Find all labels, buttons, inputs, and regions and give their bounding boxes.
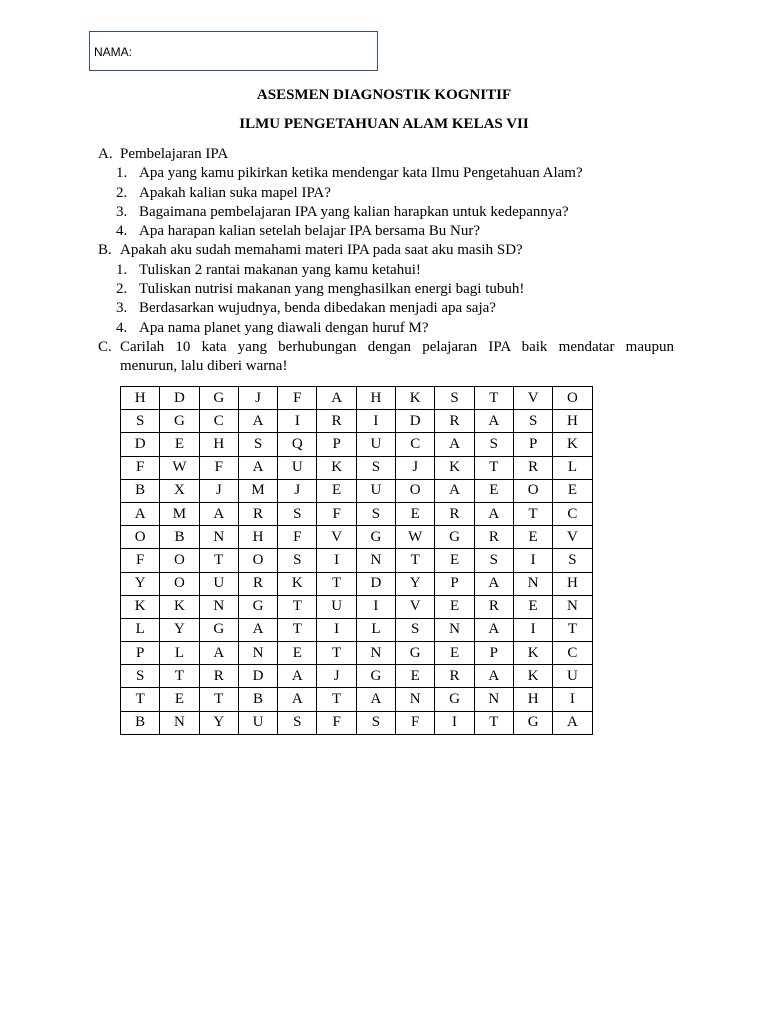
grid-cell[interactable]: T (396, 549, 435, 572)
grid-cell[interactable]: S (356, 711, 395, 734)
grid-cell[interactable]: T (513, 502, 552, 525)
grid-cell[interactable]: H (356, 387, 395, 410)
grid-cell[interactable]: S (121, 665, 160, 688)
grid-cell[interactable]: K (396, 387, 435, 410)
grid-cell[interactable]: L (160, 642, 199, 665)
grid-cell[interactable]: H (513, 688, 552, 711)
grid-cell[interactable]: R (199, 665, 238, 688)
grid-row (121, 549, 593, 572)
grid-cell[interactable]: J (238, 387, 277, 410)
grid-cell[interactable]: S (278, 711, 317, 734)
grid-cell[interactable]: P (474, 642, 513, 665)
grid-cell[interactable]: U (199, 572, 238, 595)
grid-cell[interactable]: E (513, 526, 552, 549)
grid-cell[interactable]: C (553, 642, 592, 665)
grid-cell[interactable]: N (199, 526, 238, 549)
grid-cell[interactable]: G (435, 526, 474, 549)
grid-cell[interactable]: E (160, 433, 199, 456)
grid-cell[interactable]: J (317, 665, 356, 688)
grid-cell[interactable]: K (317, 456, 356, 479)
grid-cell[interactable]: G (238, 595, 277, 618)
grid-cell[interactable]: A (278, 665, 317, 688)
grid-cell[interactable]: I (356, 595, 395, 618)
grid-row (121, 618, 593, 641)
grid-cell[interactable]: Y (199, 711, 238, 734)
grid-cell[interactable]: E (396, 502, 435, 525)
grid-cell[interactable]: G (396, 642, 435, 665)
grid-cell[interactable]: L (553, 456, 592, 479)
grid-cell[interactable]: Q (278, 433, 317, 456)
section-heading: Pembelajaran IPA (120, 146, 229, 162)
grid-cell[interactable]: S (474, 433, 513, 456)
grid-cell[interactable]: R (435, 410, 474, 433)
page-title: ASESMEN DIAGNOSTIK KOGNITIF (256, 87, 512, 103)
grid-cell[interactable]: A (435, 433, 474, 456)
question-number: 2. (116, 281, 128, 298)
grid-row (121, 595, 593, 618)
grid-cell[interactable]: I (435, 711, 474, 734)
section-b (98, 241, 674, 260)
grid-cell[interactable]: N (238, 642, 277, 665)
grid-cell[interactable]: Y (396, 572, 435, 595)
grid-row (121, 688, 593, 711)
question-number: 3. (116, 203, 128, 220)
grid-cell[interactable]: J (278, 479, 317, 502)
grid-cell[interactable]: A (199, 502, 238, 525)
grid-cell[interactable]: W (160, 456, 199, 479)
grid-row (121, 502, 593, 525)
question-text: Tuliskan 2 rantai makanan yang kamu ketahui! (139, 261, 421, 278)
grid-cell[interactable]: T (553, 618, 592, 641)
grid-cell[interactable]: G (160, 410, 199, 433)
grid-cell[interactable]: H (199, 433, 238, 456)
grid-cell[interactable]: R (238, 502, 277, 525)
grid-cell[interactable]: R (317, 410, 356, 433)
grid-cell[interactable]: K (121, 595, 160, 618)
grid-row (121, 456, 593, 479)
grid-cell[interactable]: D (396, 410, 435, 433)
grid-cell[interactable]: T (317, 642, 356, 665)
grid-cell[interactable]: H (553, 572, 592, 595)
question-item (98, 164, 674, 183)
grid-cell[interactable]: G (435, 688, 474, 711)
question-item (98, 261, 674, 280)
question-item (98, 319, 674, 338)
grid-cell[interactable]: O (160, 572, 199, 595)
grid-cell[interactable]: V (553, 526, 592, 549)
grid-cell[interactable]: U (238, 711, 277, 734)
grid-cell[interactable]: U (553, 665, 592, 688)
question-number: 1. (116, 261, 128, 278)
grid-cell[interactable]: P (317, 433, 356, 456)
grid-cell[interactable]: K (435, 456, 474, 479)
grid-cell[interactable]: T (474, 456, 513, 479)
grid-cell[interactable]: N (513, 572, 552, 595)
grid-cell[interactable]: A (356, 688, 395, 711)
grid-cell[interactable]: T (474, 711, 513, 734)
word-search-grid (120, 386, 593, 735)
grid-cell[interactable]: K (513, 642, 552, 665)
grid-cell[interactable]: F (121, 549, 160, 572)
grid-cell[interactable]: B (238, 688, 277, 711)
grid-cell[interactable]: D (121, 433, 160, 456)
question-item (98, 280, 674, 299)
grid-cell[interactable]: M (160, 502, 199, 525)
grid-cell[interactable]: O (513, 479, 552, 502)
section-marker: A. (98, 146, 113, 162)
grid-cell[interactable]: O (396, 479, 435, 502)
grid-cell[interactable]: I (553, 688, 592, 711)
section-marker: C. (98, 338, 112, 355)
section-marker: B. (98, 242, 112, 259)
grid-cell[interactable]: B (160, 526, 199, 549)
grid-cell[interactable]: E (474, 479, 513, 502)
grid-cell[interactable]: T (317, 688, 356, 711)
grid-cell[interactable]: L (121, 618, 160, 641)
name-label: NAMA: (94, 45, 133, 59)
section-c (98, 338, 674, 357)
grid-cell[interactable]: F (199, 456, 238, 479)
grid-cell[interactable]: O (553, 387, 592, 410)
grid-cell[interactable]: A (474, 502, 513, 525)
grid-cell[interactable]: G (199, 618, 238, 641)
grid-cell[interactable]: R (513, 456, 552, 479)
grid-cell[interactable]: F (278, 526, 317, 549)
grid-cell[interactable]: I (317, 618, 356, 641)
grid-cell[interactable]: F (396, 711, 435, 734)
grid-cell[interactable]: U (356, 479, 395, 502)
grid-cell[interactable]: G (356, 665, 395, 688)
grid-cell[interactable]: D (356, 572, 395, 595)
grid-cell[interactable]: I (317, 549, 356, 572)
grid-cell[interactable]: E (553, 479, 592, 502)
grid-cell[interactable]: O (160, 549, 199, 572)
grid-cell[interactable]: F (278, 387, 317, 410)
question-number: 1. (116, 165, 128, 182)
grid-cell[interactable]: U (356, 433, 395, 456)
grid-cell[interactable]: R (435, 665, 474, 688)
grid-cell[interactable]: D (160, 387, 199, 410)
grid-cell[interactable]: N (553, 595, 592, 618)
question-item (98, 203, 674, 222)
grid-cell[interactable]: F (317, 711, 356, 734)
grid-cell[interactable]: E (435, 595, 474, 618)
grid-cell[interactable]: F (121, 456, 160, 479)
grid-cell[interactable]: D (238, 665, 277, 688)
grid-cell[interactable]: A (474, 665, 513, 688)
grid-cell[interactable]: H (238, 526, 277, 549)
grid-cell[interactable]: E (278, 642, 317, 665)
grid-cell[interactable]: A (199, 642, 238, 665)
grid-cell[interactable]: B (121, 479, 160, 502)
grid-cell[interactable]: C (553, 502, 592, 525)
grid-cell[interactable]: J (396, 456, 435, 479)
grid-cell[interactable]: R (474, 526, 513, 549)
grid-row (121, 665, 593, 688)
grid-cell[interactable]: U (278, 456, 317, 479)
question-text: Apa nama planet yang diawali dengan huruf M? (139, 319, 429, 336)
grid-cell[interactable]: O (238, 549, 277, 572)
grid-cell[interactable]: A (435, 479, 474, 502)
grid-cell[interactable]: A (278, 688, 317, 711)
grid-cell[interactable]: V (317, 526, 356, 549)
grid-cell[interactable]: Y (160, 618, 199, 641)
grid-cell[interactable]: Y (121, 572, 160, 595)
grid-cell[interactable]: S (278, 549, 317, 572)
grid-cell[interactable]: C (199, 410, 238, 433)
grid-cell[interactable]: W (396, 526, 435, 549)
grid-cell[interactable]: P (513, 433, 552, 456)
grid-row (121, 572, 593, 595)
grid-cell[interactable]: S (396, 618, 435, 641)
grid-cell[interactable]: T (199, 549, 238, 572)
grid-cell[interactable]: U (317, 595, 356, 618)
grid-cell[interactable]: E (435, 549, 474, 572)
grid-cell[interactable]: E (396, 665, 435, 688)
grid-cell[interactable]: X (160, 479, 199, 502)
grid-cell[interactable]: I (513, 549, 552, 572)
grid-row (121, 642, 593, 665)
grid-cell[interactable]: S (553, 549, 592, 572)
page-subtitle: ILMU PENGETAHUAN ALAM KELAS VII (239, 116, 529, 132)
grid-cell[interactable]: S (474, 549, 513, 572)
grid-cell[interactable]: H (553, 410, 592, 433)
grid-cell[interactable]: T (199, 688, 238, 711)
grid-cell[interactable]: N (435, 618, 474, 641)
grid-cell[interactable]: I (278, 410, 317, 433)
grid-cell[interactable]: A (238, 410, 277, 433)
question-number: 4. (116, 223, 128, 240)
grid-cell[interactable]: R (474, 595, 513, 618)
grid-cell[interactable]: P (435, 572, 474, 595)
grid-cell[interactable]: A (474, 410, 513, 433)
grid-cell[interactable]: K (278, 572, 317, 595)
grid-cell[interactable]: E (160, 688, 199, 711)
grid-cell[interactable]: K (553, 433, 592, 456)
grid-cell[interactable]: A (474, 572, 513, 595)
grid-cell[interactable]: L (356, 618, 395, 641)
grid-cell[interactable]: F (317, 502, 356, 525)
grid-cell[interactable]: N (199, 595, 238, 618)
question-number: 2. (116, 184, 128, 201)
grid-cell[interactable]: K (513, 665, 552, 688)
question-number: 3. (116, 300, 128, 317)
question-text: Bagaimana pembelajaran IPA yang kalian harapkan untuk kedepannya? (139, 203, 569, 220)
question-number: 4. (116, 319, 128, 336)
grid-cell[interactable]: A (238, 456, 277, 479)
grid-cell[interactable]: H (121, 387, 160, 410)
grid-cell[interactable]: I (356, 410, 395, 433)
grid-cell[interactable]: R (435, 502, 474, 525)
grid-cell[interactable]: G (356, 526, 395, 549)
question-text: Apa harapan kalian setelah belajar IPA bersama Bu Nur? (139, 223, 480, 240)
section-heading: Apakah aku sudah memahami materi IPA pada saat aku masih SD? (120, 242, 523, 259)
question-text: Tuliskan nutrisi makanan yang menghasilkan energi bagi tubuh! (139, 281, 525, 298)
question-text: Apa yang kamu pikirkan ketika mendengar kata Ilmu Pengetahuan Alam? (139, 165, 583, 182)
grid-cell[interactable]: S (513, 410, 552, 433)
grid-cell[interactable]: N (356, 549, 395, 572)
grid-cell[interactable]: T (278, 618, 317, 641)
grid-cell[interactable]: J (199, 479, 238, 502)
grid-cell[interactable]: E (435, 642, 474, 665)
grid-cell[interactable]: B (121, 711, 160, 734)
question-text: Apakah kalian suka mapel IPA? (139, 184, 331, 201)
grid-row (121, 410, 593, 433)
grid-cell[interactable]: N (356, 642, 395, 665)
grid-cell[interactable]: S (278, 502, 317, 525)
grid-cell[interactable]: V (396, 595, 435, 618)
grid-cell[interactable]: G (513, 711, 552, 734)
grid-cell[interactable]: I (513, 618, 552, 641)
question-list (98, 145, 674, 377)
name-field[interactable] (89, 31, 378, 71)
grid-cell[interactable]: T (160, 665, 199, 688)
section-a (98, 145, 674, 164)
grid-cell[interactable]: S (356, 456, 395, 479)
grid-cell[interactable]: T (317, 572, 356, 595)
grid-cell[interactable]: E (513, 595, 552, 618)
grid-row (121, 387, 593, 410)
grid-cell[interactable]: A (474, 618, 513, 641)
question-text: Berdasarkan wujudnya, benda dibedakan menjadi apa saja? (139, 300, 496, 317)
grid-cell[interactable]: O (121, 526, 160, 549)
grid-row (121, 479, 593, 502)
grid-cell[interactable]: S (238, 433, 277, 456)
grid-cell[interactable]: A (238, 618, 277, 641)
grid-cell[interactable]: M (238, 479, 277, 502)
grid-cell[interactable]: S (356, 502, 395, 525)
grid-cell[interactable]: S (435, 387, 474, 410)
grid-cell[interactable]: N (396, 688, 435, 711)
grid-cell[interactable]: G (199, 387, 238, 410)
grid-cell[interactable]: N (160, 711, 199, 734)
grid-cell[interactable]: P (121, 642, 160, 665)
grid-cell[interactable]: K (160, 595, 199, 618)
grid-cell[interactable]: R (238, 572, 277, 595)
grid-row (121, 526, 593, 549)
grid-cell[interactable]: V (513, 387, 552, 410)
section-heading: Carilah 10 kata yang berhubungan dengan pelajaran IPA baik mendatar maupun (120, 338, 674, 355)
grid-cell[interactable]: N (474, 688, 513, 711)
section-heading-continued: menurun, lalu diberi warna! (120, 358, 288, 375)
grid-row (121, 711, 593, 734)
grid-cell[interactable]: T (278, 595, 317, 618)
grid-cell[interactable]: S (121, 410, 160, 433)
grid-cell[interactable]: A (553, 711, 592, 734)
grid-cell[interactable]: E (317, 479, 356, 502)
question-item (98, 184, 674, 203)
grid-cell[interactable]: T (474, 387, 513, 410)
question-item (98, 299, 674, 318)
grid-cell[interactable]: A (317, 387, 356, 410)
grid-cell[interactable]: T (121, 688, 160, 711)
grid-cell[interactable]: A (121, 502, 160, 525)
grid-cell[interactable]: C (396, 433, 435, 456)
question-item (98, 222, 674, 241)
grid-row (121, 433, 593, 456)
